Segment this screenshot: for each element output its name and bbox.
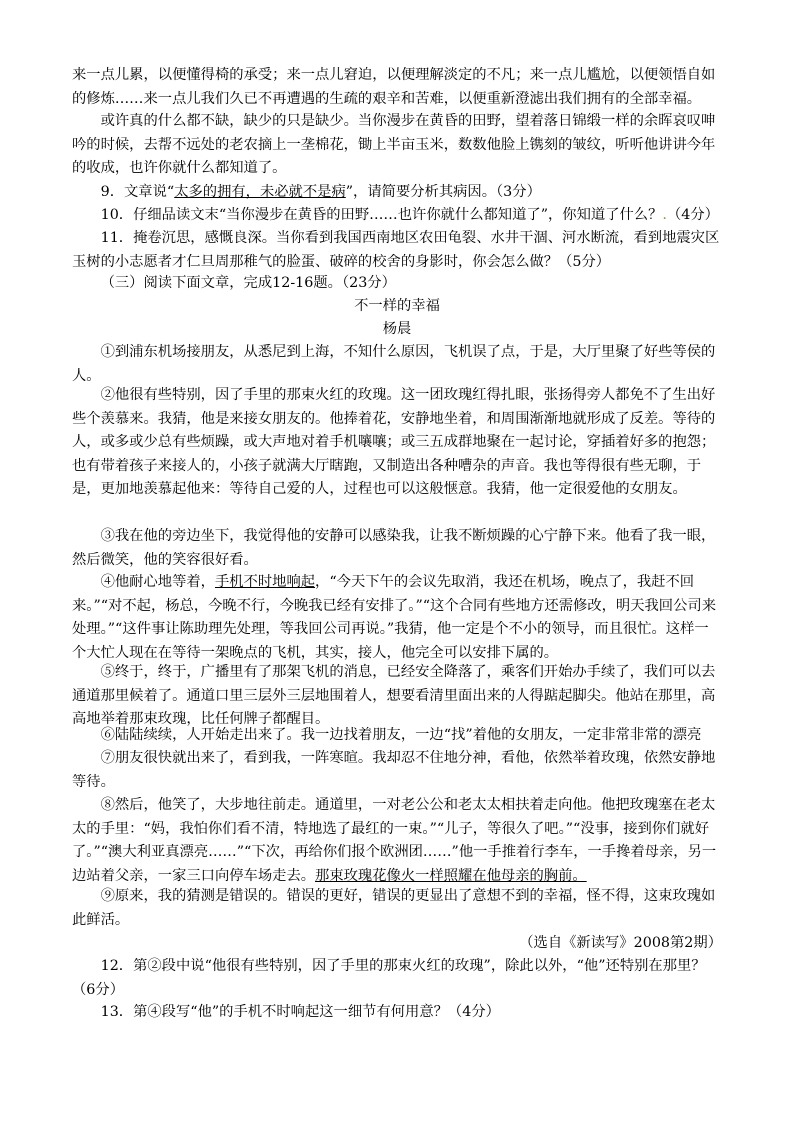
article-paragraph-3: ③我在他的旁边坐下，我觉得他的安静可以感染我，让我不断烦躁的心宁静下来。他看了我一眼，然后微笑，他的笑容很好看。 bbox=[72, 528, 716, 568]
intro-paragraph-1: 来一点儿累，以便懂得椅的承受；来一点儿窘迫，以便理解淡定的不凡；来一点儿尴尬，以便领悟自如的修炼……来一点儿我们久已不再遭遇的生疏的艰辛和苦难，以便重新澄滤出我们拥有的全部幸福。 bbox=[72, 67, 716, 107]
article-paragraph-8-text: ⑧然后，他笑了，大步地往前走。通道里，一对老公公和老太太相扶着走向他。他把玫瑰塞在老太太的手里：“妈，我怕你们看不清，特地选了最红的一束。”“儿子，等很久了吧。”“没事，接到你们就好了。”“澳大利亚真漂亮……”“下次，再给你们报个欧洲团……”他一手推着行李车，一手搀着母亲，另一边站着父亲，一家三口向停车场走去。 bbox=[72, 797, 717, 884]
article-paragraph-8-underlined: 那束玫瑰花像火一样照耀在他母亲的胸前。 bbox=[315, 867, 587, 884]
question-10 bbox=[72, 204, 722, 228]
article-paragraph-4-underlined: 手机不时地响起 bbox=[214, 574, 316, 590]
section-3-heading: （三）阅读下面文章，完成12-16题。（23分） bbox=[100, 275, 396, 291]
question-10-score: （4分） bbox=[666, 207, 719, 223]
article-paragraph-4-prefix: ④他耐心地等着， bbox=[100, 574, 215, 590]
article-paragraph-5: ⑤终于，终于，广播里有了那架飞机的消息，已经安全降落了，乘客们开始办手续了，我们可以去通道那里候着了。通道口里三层外三层地围着人，想要看清里面出来的人得踮起脚尖。他站在那里，高高地举着那束玫瑰，比任何牌子都醒目。 bbox=[72, 664, 716, 727]
article-paragraph-6: ⑥陆陆续续，人开始走出来了。我一边找着朋友，一边“找”着他的女朋友，一定非常非常的漂亮 bbox=[100, 727, 702, 743]
question-13: 13．第④段写“他”的手机不时响起这一细节有何用意？（4分） bbox=[100, 1004, 500, 1020]
article-paragraph-8 bbox=[72, 794, 722, 888]
article-author: 杨晨 bbox=[382, 321, 412, 337]
question-9 bbox=[72, 181, 722, 205]
article-paragraph-1: ①到浦东机场接朋友，从悉尼到上海，不知什么原因，飞机误了点，于是，大厅里聚了好些等侯的人。 bbox=[72, 344, 716, 384]
question-12: 12．第②段中说“他很有些特别，因了手里的那束火红的玫瑰”，除此以外，“他”还特别在那里？（6分） bbox=[72, 958, 706, 998]
question-9-suffix: ”，请简要分析其病因。（3分） bbox=[345, 184, 541, 200]
question-9-quote: 太多的拥有，未必就不是病 bbox=[174, 184, 346, 200]
article-paragraph-7: ⑦朋友很快就出来了，看到我，一阵寒暄。我却忍不住地分神，看他，依然举着玫瑰，依然安静地等待。 bbox=[72, 750, 716, 790]
article-paragraph-4-suffix: ，“今天下午的会议先取消，我还在机场，晚点了，我赶不回来。”“对不起，杨总，今晚不行，今晚我已经有安排了。”“这个合同有些地方还需修改，明天我回公司来处理。”“这件事让陈助理先处理，等我回公司再说。”我猜，他一定是个不小的领导，而且很忙。这样一个大忙人现在在等待一架晚点的飞机，其实，接人，他完全可以安排下属的。 bbox=[72, 574, 716, 661]
article-title: 不一样的幸福 bbox=[354, 298, 440, 314]
article-paragraph-4 bbox=[72, 571, 722, 665]
intro-paragraph-2: 或许真的什么都不缺，缺少的只是缺少。当你漫步在黄昏的田野，望着落日锦缎一样的余晖哀叹呻吟的时候，去帮不远处的老农摘上一垄棉花，锄上半亩玉米，数数他脸上镌刻的皱纹，听听他讲讲今年的收成，也许你就什么都知道了。 bbox=[72, 113, 716, 176]
article-source: （选自《新读写》2008第2期） bbox=[519, 935, 722, 951]
question-10-text: 10．仔细品读文末“当你漫步在黄昏的田野……也许你就什么都知道了”，你知道了什么？ bbox=[100, 207, 663, 223]
question-9-prefix: 9．文章说“ bbox=[100, 184, 175, 200]
article-paragraph-9: ⑨原来，我的猜测是错误的。错误的更好，错误的更显出了意想不到的幸福，怪不得，这束玫瑰如此鲜活。 bbox=[72, 888, 716, 928]
question-11: 11．掩卷沉思，感慨良深。当你看到我国西南地区农田龟裂、水井干涸、河水断流，看到地震灾区玉树的小志愿者才仁旦周那稚气的脸蛋、破碎的校舍的身影时，你会怎么做？（5分） bbox=[72, 230, 720, 270]
article-paragraph-2: ②他很有些特别，因了手里的那束火红的玫瑰。这一团玫瑰红得扎眼，张扬得旁人都免不了生出好些个羡慕来。我猜，他是来接女朋友的。他捧着花，安静地坐着，和周围渐渐地就形成了反差。等待的人，或多或少总有些烦躁，或大声地对着手机嚷嚷；或三五成群地聚在一起讨论，穿插着好多的抱怨；也有带着孩子来接人的，小孩子就满大厅瞎跑，又制造出各种嘈杂的声音。我也等得很有些无聊，于是，更加地羡慕起他来：等待自己爱的人，过程也可以这般惬意。我猜，他一定很爱他的女朋友。 bbox=[72, 387, 716, 497]
question-10-dot: . bbox=[662, 207, 667, 223]
